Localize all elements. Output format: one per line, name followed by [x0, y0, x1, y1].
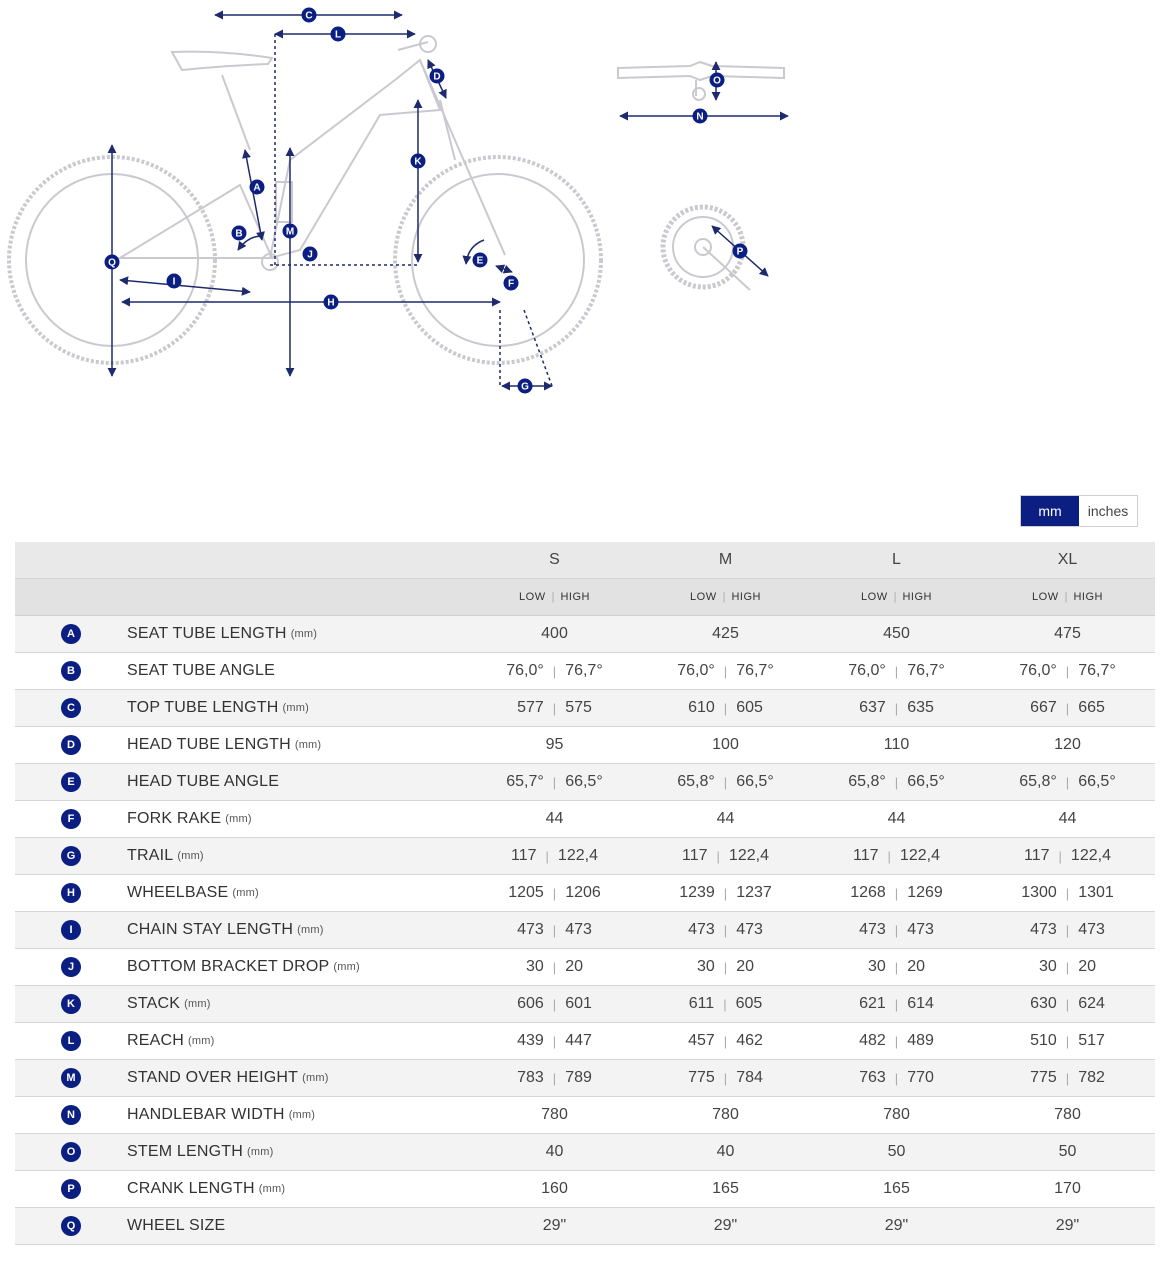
row-label: HEAD TUBE ANGLE — [127, 773, 280, 790]
value-cell-s: 1205 | 1206 — [508, 884, 601, 901]
value-cell-xl: 510 | 517 — [1030, 1032, 1105, 1049]
row-unit: (mm) — [184, 998, 211, 1010]
row-unit: (mm) — [247, 1146, 274, 1158]
size-header: XL — [1057, 551, 1078, 568]
value-cell-m: 100 — [712, 736, 739, 753]
row-label: TRAIL (mm) — [127, 847, 204, 864]
row-label: BOTTOM BRACKET DROP (mm) — [127, 958, 360, 975]
value-cell-s: 29" — [542, 1217, 567, 1234]
row-label: CHAIN STAY LENGTH (mm) — [127, 921, 324, 938]
value-cell-xl: 120 — [1054, 736, 1081, 753]
geometry-row-e — [15, 764, 1155, 801]
geometry-row-a — [15, 616, 1155, 653]
diagram-marker-f — [504, 276, 519, 291]
svg-text:E: E — [476, 255, 484, 267]
value-cell-l: 44 — [887, 810, 906, 827]
value-cell-s: 400 — [541, 625, 568, 642]
row-unit: (mm) — [225, 813, 252, 825]
geometry-row-p — [15, 1171, 1155, 1208]
svg-text:H: H — [327, 297, 335, 309]
geometry-row-l — [15, 1023, 1155, 1060]
row-label: TOP TUBE LENGTH (mm) — [127, 699, 309, 716]
row-unit: (mm) — [188, 1035, 215, 1047]
value-cell-m: 165 — [712, 1180, 739, 1197]
value-cell-s: 160 — [541, 1180, 568, 1197]
value-cell-s: 95 — [545, 736, 564, 753]
value-cell-xl: 475 — [1054, 625, 1081, 642]
row-unit: (mm) — [232, 887, 259, 899]
unit-toggle — [1020, 495, 1138, 527]
svg-text:P: P — [736, 246, 744, 258]
value-cell-m: 44 — [716, 810, 735, 827]
row-label: STEM LENGTH (mm) — [127, 1143, 274, 1160]
bike-geometry-diagram — [0, 0, 1168, 420]
value-cell-l: 30 | 20 — [868, 958, 925, 975]
row-unit: (mm) — [177, 850, 204, 862]
value-cell-m: 473 | 473 — [688, 921, 763, 938]
value-cell-xl: 44 — [1058, 810, 1077, 827]
value-cell-s: 780 — [541, 1106, 568, 1123]
svg-text:M: M — [285, 226, 295, 238]
row-letter-badge: C — [61, 698, 81, 718]
svg-text:O: O — [713, 75, 721, 87]
svg-text:L: L — [334, 29, 342, 41]
value-cell-s: 40 — [545, 1143, 564, 1160]
row-letter-badge: I — [61, 920, 81, 940]
geometry-rows — [15, 616, 1155, 1245]
value-cell-s: 30 | 20 — [526, 958, 583, 975]
row-letter-badge: L — [61, 1031, 81, 1051]
flip-chip-header-row — [15, 579, 1155, 616]
row-letter-badge: K — [61, 994, 81, 1014]
row-unit: (mm) — [290, 628, 318, 640]
svg-text:B: B — [235, 228, 243, 240]
diagram-marker-m — [283, 224, 298, 239]
value-cell-l: 1268 | 1269 — [850, 884, 943, 901]
value-cell-s: 606 | 601 — [517, 995, 592, 1012]
value-cell-m: 76,0° | 76,7° — [677, 662, 774, 679]
row-letter-badge: E — [61, 772, 81, 792]
row-letter-badge: F — [61, 809, 81, 829]
geometry-row-g — [15, 838, 1155, 875]
row-letter-badge: G — [61, 846, 81, 866]
value-cell-xl: 170 — [1054, 1180, 1081, 1197]
value-cell-xl: 76,0° | 76,7° — [1019, 662, 1116, 679]
diagram-marker-q — [105, 255, 120, 270]
diagram-marker-d — [430, 69, 445, 84]
value-cell-xl: 667 | 665 — [1030, 699, 1105, 716]
row-label: WHEEL SIZE — [127, 1217, 226, 1234]
value-cell-l: 110 — [883, 736, 910, 753]
size-header: L — [892, 551, 901, 568]
value-cell-l: 29" — [884, 1217, 909, 1234]
row-label: HEAD TUBE LENGTH (mm) — [127, 736, 322, 753]
value-cell-xl: 630 | 624 — [1030, 995, 1105, 1012]
geometry-row-n — [15, 1097, 1155, 1134]
row-unit: (mm) — [333, 961, 360, 973]
value-cell-xl: 29" — [1055, 1217, 1080, 1234]
value-cell-xl: 65,8° | 66,5° — [1019, 773, 1116, 790]
row-letter-badge: A — [61, 624, 81, 644]
diagram-marker-k — [411, 154, 426, 169]
value-cell-m: 610 | 605 — [688, 699, 763, 716]
svg-text:K: K — [414, 156, 422, 168]
value-cell-s: 473 | 473 — [517, 921, 592, 938]
value-cell-l: 637 | 635 — [859, 699, 934, 716]
value-cell-m: 30 | 20 — [697, 958, 754, 975]
row-letter-badge: P — [61, 1179, 81, 1199]
row-letter-badge: D — [61, 735, 81, 755]
value-cell-xl: 473 | 473 — [1030, 921, 1105, 938]
geometry-row-k — [15, 986, 1155, 1023]
diagram-marker-c — [302, 8, 317, 23]
value-cell-xl: 780 — [1054, 1106, 1081, 1123]
row-letter-badge: O — [61, 1142, 81, 1162]
row-unit: (mm) — [282, 702, 309, 714]
diagram-marker-i — [167, 274, 182, 289]
value-cell-l: 76,0° | 76,7° — [848, 662, 945, 679]
svg-text:G: G — [521, 381, 529, 393]
row-label: REACH (mm) — [127, 1032, 215, 1049]
row-label: WHEELBASE (mm) — [127, 884, 259, 901]
diagram-marker-b — [232, 226, 247, 241]
value-cell-l: 117 | 122,4 — [853, 847, 940, 864]
diagram-marker-p — [733, 244, 748, 259]
row-label: FORK RAKE (mm) — [127, 810, 252, 827]
svg-text:C: C — [305, 10, 313, 22]
value-cell-m: 1239 | 1237 — [679, 884, 772, 901]
row-letter-badge: J — [61, 957, 81, 977]
diagram-marker-o — [710, 73, 725, 88]
row-unit: (mm) — [297, 924, 324, 936]
diagram-marker-e — [473, 253, 488, 268]
value-cell-m: 29" — [713, 1217, 738, 1234]
value-cell-m: 425 — [712, 625, 739, 642]
value-cell-m: 457 | 462 — [688, 1032, 763, 1049]
value-cell-l: 621 | 614 — [859, 995, 934, 1012]
value-cell-m: 611 | 605 — [688, 995, 763, 1012]
svg-text:F: F — [507, 278, 515, 290]
diagram-marker-h — [324, 295, 339, 310]
value-cell-l: 473 | 473 — [859, 921, 934, 938]
diagram-marker-l — [331, 27, 346, 42]
value-cell-l: 165 — [883, 1180, 910, 1197]
low-high-header: LOW | HIGH — [1032, 591, 1103, 603]
bike-drawing — [9, 36, 784, 363]
row-letter-badge: N — [61, 1105, 81, 1125]
value-cell-m: 780 — [712, 1106, 739, 1123]
size-header: M — [718, 551, 733, 568]
value-cell-s: 65,7° | 66,5° — [506, 773, 603, 790]
row-letter-badge: H — [61, 883, 81, 903]
geometry-row-c — [15, 690, 1155, 727]
row-unit: (mm) — [288, 1109, 316, 1121]
value-cell-xl: 1300 | 1301 — [1021, 884, 1114, 901]
unit-inches-button[interactable]: inches — [1087, 503, 1129, 519]
diagram-marker-j — [303, 247, 318, 262]
svg-text:J: J — [307, 249, 313, 261]
svg-text:D: D — [433, 71, 441, 83]
size-header-row — [15, 542, 1155, 579]
low-high-header: LOW | HIGH — [861, 591, 932, 603]
geometry-row-j — [15, 949, 1155, 986]
value-cell-s: 117 | 122,4 — [511, 847, 598, 864]
row-label: HANDLEBAR WIDTH (mm) — [127, 1106, 316, 1123]
geometry-row-d — [15, 727, 1155, 764]
row-label: STACK (mm) — [127, 995, 211, 1012]
geometry-row-m — [15, 1060, 1155, 1097]
svg-text:A: A — [253, 182, 261, 194]
size-header: S — [549, 551, 560, 568]
value-cell-m: 117 | 122,4 — [682, 847, 769, 864]
unit-mm-button[interactable]: mm — [1021, 496, 1079, 526]
value-cell-l: 65,8° | 66,5° — [848, 773, 945, 790]
row-letter-badge: B — [61, 661, 81, 681]
geometry-row-f — [15, 801, 1155, 838]
svg-text:Q: Q — [108, 257, 116, 269]
value-cell-s: 577 | 575 — [517, 699, 592, 716]
value-cell-xl: 50 — [1058, 1143, 1077, 1160]
diagram-marker-a — [250, 180, 265, 195]
row-label: SEAT TUBE LENGTH (mm) — [127, 625, 318, 642]
value-cell-s: 439 | 447 — [517, 1032, 592, 1049]
value-cell-l: 763 | 770 — [859, 1069, 934, 1086]
svg-text:N: N — [696, 111, 704, 123]
value-cell-l: 482 | 489 — [859, 1032, 934, 1049]
row-unit: (mm) — [294, 739, 322, 751]
value-cell-m: 775 | 784 — [688, 1069, 763, 1086]
value-cell-m: 65,8° | 66,5° — [677, 773, 774, 790]
row-label: CRANK LENGTH (mm) — [127, 1180, 286, 1197]
diagram-marker-g — [518, 379, 533, 394]
geometry-row-i — [15, 912, 1155, 949]
row-unit: (mm) — [258, 1183, 286, 1195]
diagram-markers — [105, 8, 748, 394]
value-cell-l: 450 — [883, 625, 910, 642]
value-cell-l: 50 — [887, 1143, 906, 1160]
geometry-table — [15, 542, 1155, 1245]
low-high-header: LOW | HIGH — [519, 591, 590, 603]
value-cell-xl: 117 | 122,4 — [1024, 847, 1111, 864]
geometry-row-o — [15, 1134, 1155, 1171]
row-unit: (mm) — [302, 1072, 329, 1084]
row-label: STAND OVER HEIGHT (mm) — [127, 1069, 329, 1086]
geometry-row-q — [15, 1208, 1155, 1245]
row-letter-badge: M — [61, 1068, 81, 1088]
svg-text:I: I — [172, 276, 176, 288]
geometry-row-h — [15, 875, 1155, 912]
value-cell-xl: 775 | 782 — [1030, 1069, 1105, 1086]
value-cell-xl: 30 | 20 — [1039, 958, 1096, 975]
geometry-row-b — [15, 653, 1155, 690]
value-cell-l: 780 — [883, 1106, 910, 1123]
value-cell-m: 40 — [716, 1143, 735, 1160]
diagram-marker-n — [693, 109, 708, 124]
row-label: SEAT TUBE ANGLE — [127, 662, 275, 679]
row-letter-badge: Q — [61, 1216, 81, 1236]
value-cell-s: 783 | 789 — [517, 1069, 592, 1086]
value-cell-s: 76,0° | 76,7° — [506, 662, 603, 679]
value-cell-s: 44 — [545, 810, 564, 827]
low-high-header: LOW | HIGH — [690, 591, 761, 603]
